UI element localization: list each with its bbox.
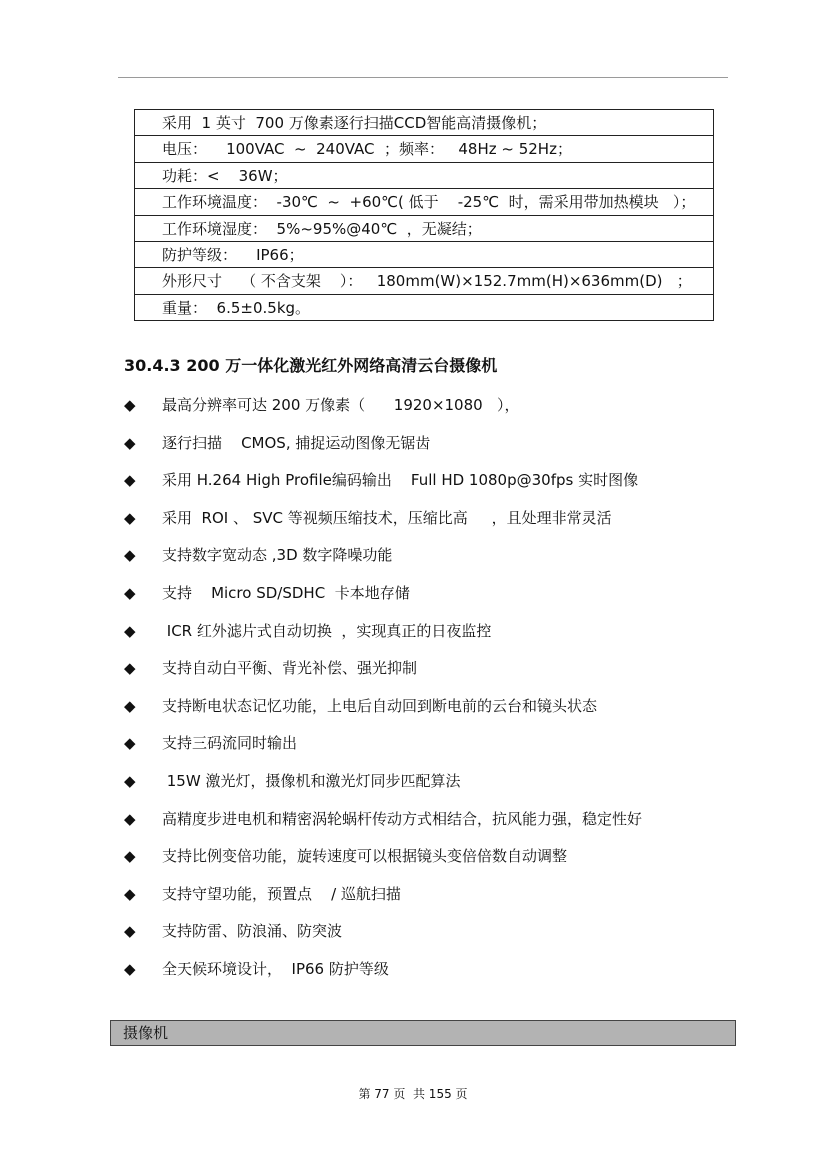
bullet-diamond-icon: ◆	[124, 734, 136, 753]
feature-text: 全天候环境设计， IP66 防护等级	[162, 959, 389, 978]
feature-text: 支持防雷、防浪涌、防突波	[162, 922, 343, 941]
bullet-diamond-icon: ◆	[124, 884, 136, 903]
footer-bar-label: 摄像机	[123, 1024, 169, 1042]
header-rule	[118, 77, 728, 78]
feature-text: 支持三码流同时输出	[162, 734, 298, 753]
feature-text: 支持比例变倍功能，旋转速度可以根据镜头变倍倍数自动调整	[162, 847, 568, 866]
footer-section-bar	[110, 1020, 736, 1046]
feature-text: 支持断电状态记忆功能，上电后自动回到断电前的云台和镜头状态	[162, 696, 598, 715]
feature-text: 最高分辨率可达 200 万像素（ 1920×1080 ），	[162, 396, 520, 414]
bullet-diamond-icon: ◆	[124, 659, 136, 678]
bullet-diamond-icon: ◆	[124, 621, 136, 640]
spec-text: 电压： 100VAC ~ 240VAC ；频率： 48Hz ~ 52Hz；	[162, 140, 572, 159]
spec-text: 采用 1 英寸 700 万像素逐行扫描CCD智能高清摄像机；	[162, 114, 547, 132]
feature-text: 高精度步进电机和精密涡轮蜗杆传动方式相结合，抗风能力强，稳定性好	[162, 809, 643, 828]
feature-text: 采用 ROI 、 SVC 等视频压缩技术，压缩比高 ，且处理非常灵活	[162, 508, 612, 527]
bullet-diamond-icon: ◆	[124, 546, 136, 565]
bullet-diamond-icon: ◆	[124, 583, 136, 602]
spec-text: 工作环境温度： -30℃ ~ +60℃( 低于 -25℃ 时，需采用带加热模块 ）；	[162, 193, 696, 212]
spec-row	[135, 163, 713, 189]
section-heading: 30.4.3 200 万一体化激光红外网络高清云台摄像机	[124, 356, 498, 375]
feature-text: 支持守望功能，预置点 / 巡航扫描	[162, 884, 401, 903]
feature-text: 支持自动白平衡、背光补偿、强光抑制	[162, 659, 418, 678]
page-number: 第 77 页 共 155 页	[358, 1087, 468, 1101]
spec-row	[135, 242, 713, 268]
spec-table	[134, 109, 714, 321]
feature-text: ICR 红外滤片式自动切换 ，实现真正的日夜监控	[162, 621, 492, 640]
spec-text: 功耗：< 36W；	[162, 166, 288, 185]
bullet-diamond-icon: ◆	[124, 508, 136, 527]
feature-text: 15W 激光灯，摄像机和激光灯同步匹配算法	[162, 771, 461, 790]
spec-text: 重量： 6.5±0.5kg。	[162, 298, 311, 317]
feature-text: 支持 Micro SD/SDHC 卡本地存储	[162, 583, 410, 602]
bullet-diamond-icon: ◆	[124, 396, 136, 414]
feature-text: 采用 H.264 High Profile编码输出 Full HD 1080p@30fps 实时图像	[162, 471, 639, 490]
spec-text: 工作环境湿度： 5%~95%@40℃ ，无凝结；	[162, 219, 482, 238]
bullet-diamond-icon: ◆	[124, 771, 136, 790]
bullet-diamond-icon: ◆	[124, 847, 136, 866]
spec-row	[135, 189, 713, 215]
spec-row	[135, 136, 713, 162]
spec-row	[135, 295, 713, 321]
spec-text: 外形尺寸 （ 不含支架 ）： 180mm(W)×152.7mm(H)×636mm(D) ；	[162, 272, 692, 291]
bullet-diamond-icon: ◆	[124, 809, 136, 828]
bullet-diamond-icon: ◆	[124, 696, 136, 715]
spec-text: 防护等级： IP66；	[162, 245, 304, 264]
feature-text: 逐行扫描 CMOS, 捕捉运动图像无锯齿	[162, 433, 431, 452]
bullet-diamond-icon: ◆	[124, 433, 136, 452]
bullet-diamond-icon: ◆	[124, 959, 136, 978]
spec-row	[135, 268, 713, 294]
spec-row	[135, 216, 713, 242]
bullet-diamond-icon: ◆	[124, 922, 136, 941]
bullet-diamond-icon: ◆	[124, 471, 136, 490]
feature-text: 支持数字宽动态 ,3D 数字降噪功能	[162, 546, 393, 565]
spec-row	[135, 110, 713, 136]
